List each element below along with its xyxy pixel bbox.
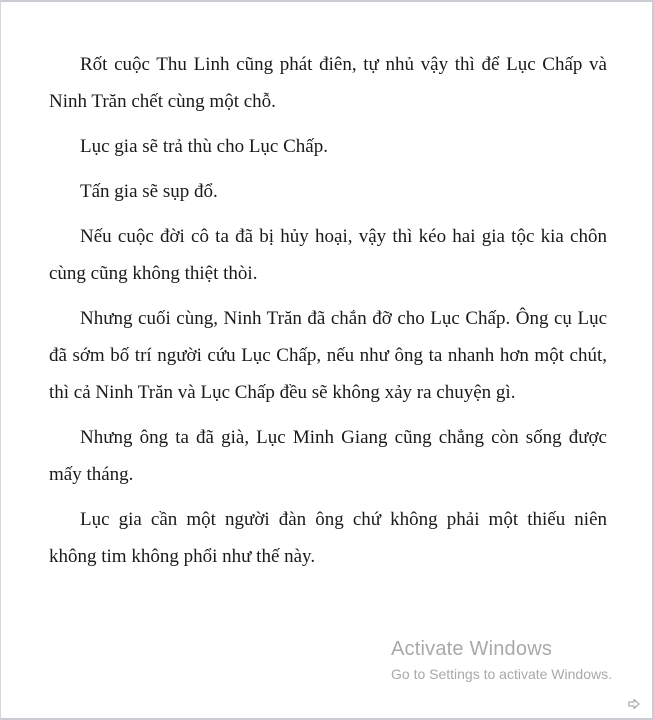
watermark-title: Activate Windows	[391, 638, 553, 660]
paragraph-2: Lục gia sẽ trả thù cho Lục Chấp.	[80, 136, 328, 157]
paragraph-7: Lục gia cần một người đàn ông chứ không phải một thiếu niên không tim không phổi như thế này.	[49, 509, 607, 567]
paragraph-3: Tấn gia sẽ sụp đổ.	[80, 181, 218, 202]
paragraph-1: Rốt cuộc Thu Linh cũng phát điên, tự nhủ vậy thì để Lục Chấp và Ninh Trăn chết cùng một chỗ.	[49, 54, 607, 112]
activate-windows-watermark	[391, 636, 612, 684]
paragraph-4: Nếu cuộc đời cô ta đã bị hủy hoại, vậy thì kéo hai gia tộc kia chôn cùng cũng không thiệt thòi.	[49, 226, 607, 284]
page-arrow-icon	[628, 696, 640, 706]
paragraph-6: Nhưng ông ta đã già, Lục Minh Giang cũng chẳng còn sống được mấy tháng.	[49, 427, 607, 485]
paragraph-5: Nhưng cuối cùng, Ninh Trăn đã chắn đỡ cho Lục Chấp. Ông cụ Lục đã sớm bố trí người cứu Lục Chấp, nếu như ông ta nhanh hơn một chút, thì cả Ninh Trăn và Lục Chấp đều sẽ không xảy ra chuyện gì.	[49, 308, 607, 403]
watermark-subtitle: Go to Settings to activate Windows.	[391, 666, 612, 682]
document-page	[49, 46, 607, 583]
